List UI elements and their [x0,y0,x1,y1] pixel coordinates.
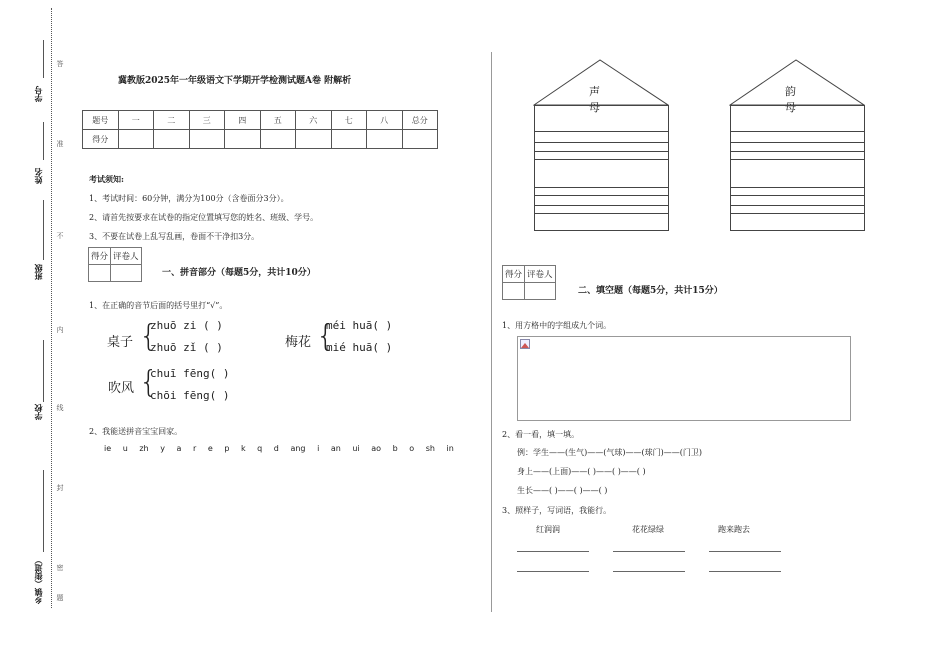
notice-heading: 考试须知: [89,174,124,184]
pinyin-syllable: p [224,444,230,453]
roof-icon [729,59,865,107]
notice-item: 2、请首先按要求在试卷的指定位置填写您的姓名、班级、学号。 [89,213,319,222]
margin-char: 线 [56,404,64,411]
field-line-student-id [43,40,44,78]
answer-line[interactable] [709,551,781,552]
question-2: 2、我能送拼音宝宝回家。 [89,427,183,436]
pinyin-syllable: y [160,444,165,453]
pinyin-syllable: k [240,444,246,453]
answer-line[interactable] [613,571,685,572]
question-1: 1、在正确的音节后面的括号里打“√”。 [89,301,228,310]
question-2: 2、看一看，填一填。 [502,430,580,439]
question-1: 1、用方格中的字组成九个词。 [502,321,612,330]
fill-line[interactable]: 生长——( )——( )——( ) [517,486,608,495]
brace-icon: { [139,365,159,400]
margin-char: 答 [56,60,64,67]
example-word: 花花绿绿 [632,525,664,534]
section1-heading: 一、拼音部分（每题5分，共计10分） [162,268,316,278]
margin-char: 密 [56,564,64,571]
pinyin-option[interactable]: chuī fēng( ) [150,367,230,380]
brace-icon: { [316,319,336,354]
label-student-id: 学号 [34,86,43,102]
fill-line: 例：学生——(生气)——(气球)——(球门)——(门卫) [517,448,702,457]
pinyin-syllable: in [446,444,454,453]
label-name: 姓名 [34,168,43,184]
field-line-name [43,122,44,160]
pinyin-syllable: d [273,444,279,453]
pinyin-syllable: q [257,444,263,453]
roof-icon [533,59,669,107]
margin-char: 题 [56,594,64,601]
broken-image-icon [520,339,530,349]
field-line-township [43,470,44,552]
pinyin-syllable: an [330,444,341,453]
label-township: 乡镇（街道） [34,556,43,604]
margin-char: 不 [56,232,64,239]
pinyin-option[interactable]: méi huā( ) [326,319,393,332]
question-3: 3、照样子，写词语，我能行。 [502,506,612,515]
house-title: 声母 [589,85,600,114]
house-title: 韵母 [785,85,796,114]
answer-line[interactable] [517,571,589,572]
pinyin-option[interactable]: chōi fēng( ) [150,389,230,402]
column-divider [491,52,492,612]
score-box-2: 得分 评卷人 [502,265,556,300]
answer-line[interactable] [709,571,781,572]
pinyin-syllable: e [207,444,213,453]
pinyin-syllable: u [122,444,128,453]
example-word: 跑来跑去 [718,525,750,534]
answer-line[interactable] [613,551,685,552]
pinyin-word: 桌子 [107,335,134,350]
page-title: 冀教版2025年一年级语文下学期开学检测试题A卷 附解析 [118,76,352,86]
pinyin-option[interactable]: mié huā( ) [326,341,393,354]
score-table [82,110,438,149]
pinyin-syllable: ao [371,444,382,453]
brace-icon: { [139,319,159,354]
pinyin-syllable: i [317,444,320,453]
notice-item: 1、考试时间：60分钟，满分为100分（含卷面分3分）。 [89,194,289,203]
pinyin-syllable: b [392,444,398,453]
pinyin-syllable: a [176,444,182,453]
field-line-school [43,340,44,402]
pinyin-syllable: o [409,444,415,453]
table-row: 得分 [83,130,438,149]
pinyin-syllable: ang [290,444,306,453]
pinyin-syllable: ui [352,444,360,453]
example-word: 红润润 [536,525,560,534]
pinyin-syllable: ie [104,444,112,453]
label-class: 班级 [34,264,43,280]
section2-heading: 二、填空题（每题5分，共计15分） [578,286,723,296]
pinyin-syllable: zh [139,444,149,453]
field-line-class [43,200,44,260]
pinyin-option[interactable]: zhuō zi ( ) [150,319,223,332]
margin-char: 准 [56,140,64,147]
table-row: 题号 一 二 三 四 五 六 七 八 总分 [83,111,438,130]
label-school: 学校 [34,404,43,420]
pinyin-syllable: r [192,444,197,453]
pinyin-word: 吹风 [108,381,135,396]
pinyin-bank [104,444,454,453]
binding-dotted-line [51,8,52,608]
fill-line[interactable]: 身上——(上面)——( )——( )——( ) [517,467,646,476]
notice-item: 3、不要在试卷上乱写乱画，卷面不干净扣3分。 [89,232,260,241]
pinyin-word: 梅花 [285,335,312,350]
pinyin-syllable: sh [425,444,435,453]
word-grid-image-box [517,336,851,421]
score-box-1: 得分 评卷人 [88,247,142,282]
margin-char: 内 [56,326,64,333]
answer-line[interactable] [517,551,589,552]
pinyin-option[interactable]: zhuō zǐ ( ) [150,341,223,354]
margin-char: 封 [56,484,64,491]
